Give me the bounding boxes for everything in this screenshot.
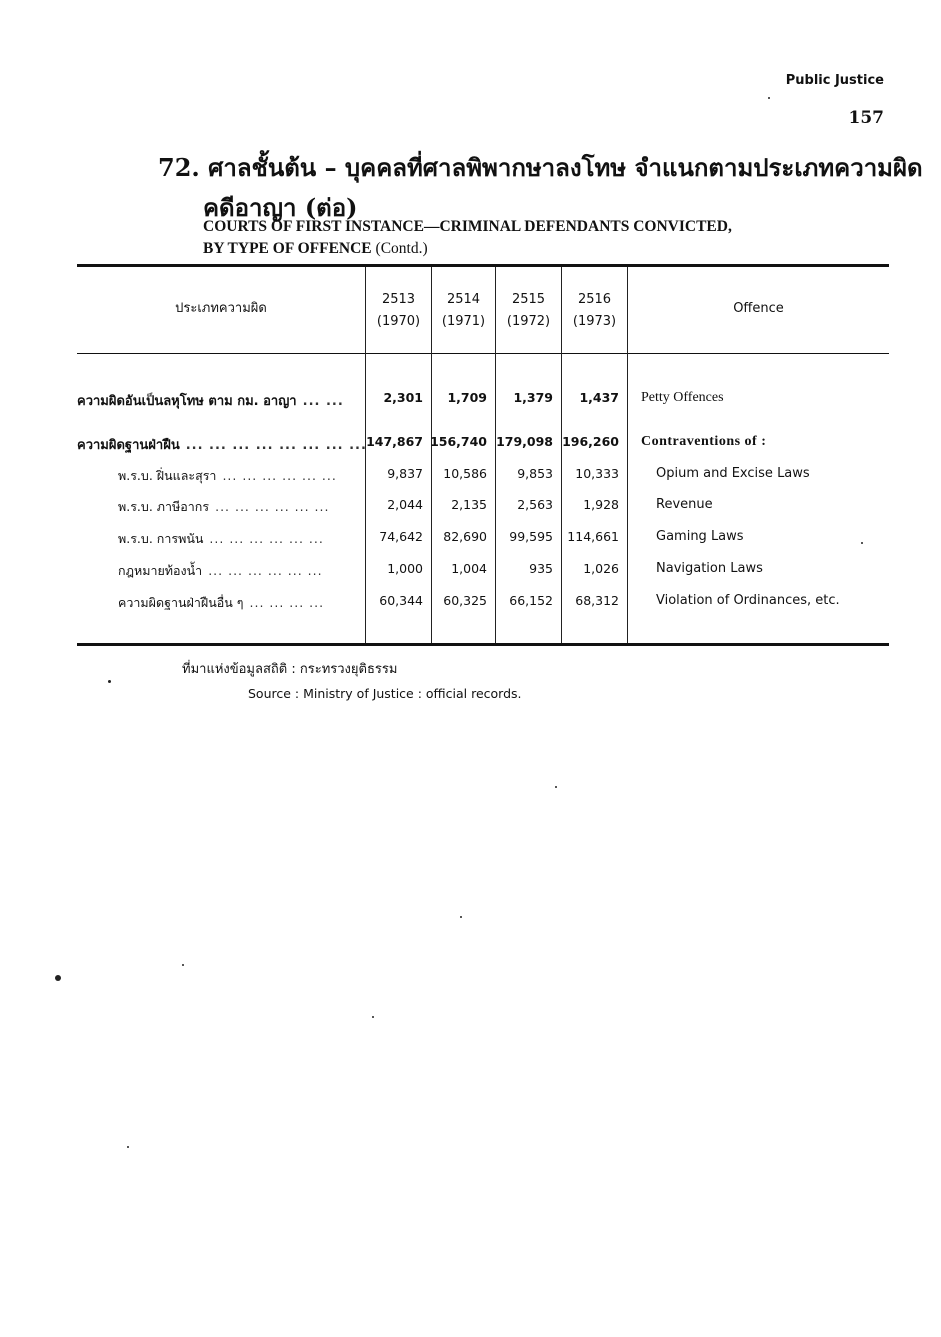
title-english-line2: BY TYPE OF OFFENCE bbox=[203, 240, 372, 257]
cell-value: 74,642 bbox=[379, 529, 423, 544]
cell-value: 1,004 bbox=[451, 561, 487, 576]
cell-value: 2,044 bbox=[387, 497, 423, 512]
row-label-english: Gaming Laws bbox=[656, 529, 744, 544]
header-year-ce: (1971) bbox=[441, 314, 486, 329]
header-year-2516 bbox=[562, 289, 627, 333]
row-label-thai: พ.ร.บ. ฝิ่นและสุรา ... ... ... ... ... ... bbox=[118, 468, 337, 483]
header-year-ce: (1973) bbox=[572, 314, 617, 329]
cell-value: 60,344 bbox=[379, 593, 423, 608]
cell-value: 1,379 bbox=[513, 390, 553, 405]
cell-value: 1,000 bbox=[387, 561, 423, 576]
header-year-2513 bbox=[366, 289, 431, 333]
title-contd-label: (Contd.) bbox=[375, 240, 428, 257]
table-top-rule bbox=[77, 264, 889, 267]
cell-value: 2,301 bbox=[383, 390, 423, 405]
cell-value: 9,837 bbox=[387, 466, 423, 481]
scan-speck bbox=[555, 786, 557, 788]
header-year-2515 bbox=[496, 289, 561, 333]
scan-speck bbox=[182, 964, 184, 966]
row-label-english: Navigation Laws bbox=[656, 561, 763, 576]
header-year-ce: (1970) bbox=[376, 314, 421, 329]
scan-speck bbox=[768, 97, 770, 99]
scan-speck bbox=[861, 542, 863, 544]
row-label-thai: พ.ร.บ. การพนัน ... ... ... ... ... ... bbox=[118, 531, 324, 546]
table-row bbox=[0, 466, 941, 488]
cell-value: 10,333 bbox=[575, 466, 619, 481]
header-year-be: 2515 bbox=[511, 292, 546, 307]
row-label-english: Opium and Excise Laws bbox=[656, 466, 810, 481]
scan-speck bbox=[460, 916, 462, 918]
cell-value: 179,098 bbox=[496, 434, 553, 449]
row-label-thai: ความผิดฐานฝ่าฝืน ... ... ... ... ... ... ... ... bbox=[77, 438, 367, 453]
table-row bbox=[0, 593, 941, 615]
header-year-be: 2514 bbox=[446, 292, 481, 307]
source-note-english: Source : Ministry of Justice : official records. bbox=[248, 686, 522, 701]
row-label-english: Petty Offences bbox=[641, 390, 724, 405]
header-offence-english: Offence bbox=[733, 301, 784, 316]
table-row bbox=[0, 561, 941, 583]
table-title-english: COURTS OF FIRST INSTANCE—CRIMINAL DEFENDANTS CONVICTED, bbox=[203, 218, 732, 235]
cell-value: 2,135 bbox=[451, 497, 487, 512]
scan-speck bbox=[108, 680, 111, 683]
table-header-rule bbox=[77, 353, 889, 354]
table-row bbox=[0, 529, 941, 551]
cell-value: 156,740 bbox=[430, 434, 487, 449]
table-row bbox=[0, 390, 941, 412]
cell-value: 68,312 bbox=[575, 593, 619, 608]
row-label-thai: ความผิดฐานฝ่าฝืนอื่น ๆ ... ... ... ... bbox=[118, 595, 325, 610]
page-number: 157 bbox=[848, 108, 884, 128]
row-label-thai: ความผิดอันเป็นลหุโทษ ตาม กม. อาญา ... ... bbox=[77, 394, 344, 409]
cell-value: 66,152 bbox=[509, 593, 553, 608]
header-year-2514 bbox=[432, 289, 495, 333]
scan-speck bbox=[127, 1146, 129, 1148]
table-title-thai: 72. ศาลชั้นต้น – บุคคลที่ศาลพิพากษาลงโทษ จำแนกตามประเภทความผิด bbox=[158, 153, 923, 182]
cell-value: 1,709 bbox=[447, 390, 487, 405]
header-offence-thai: ประเภทความผิด bbox=[175, 301, 267, 316]
row-label-thai: พ.ร.บ. ภาษีอากร ... ... ... ... ... ... bbox=[118, 499, 330, 514]
scan-speck bbox=[55, 975, 61, 981]
table-row bbox=[0, 497, 941, 519]
table-bottom-rule bbox=[77, 643, 889, 646]
cell-value: 99,595 bbox=[509, 529, 553, 544]
table-title-english-continued bbox=[203, 240, 428, 258]
cell-value: 114,661 bbox=[567, 529, 619, 544]
cell-value: 2,563 bbox=[517, 497, 553, 512]
cell-value: 1,928 bbox=[583, 497, 619, 512]
header-year-be: 2513 bbox=[381, 292, 416, 307]
header-year-ce: (1972) bbox=[506, 314, 551, 329]
source-note-thai: ที่มาแห่งข้อมูลสถิติ : กระทรวงยุติธรรม bbox=[182, 662, 398, 677]
scan-speck bbox=[372, 1016, 374, 1018]
table-row bbox=[0, 434, 941, 456]
cell-value: 82,690 bbox=[443, 529, 487, 544]
cell-value: 9,853 bbox=[517, 466, 553, 481]
row-label-thai: กฎหมายท้องน้ำ ... ... ... ... ... ... bbox=[118, 563, 323, 578]
running-head: Public Justice bbox=[785, 73, 884, 88]
cell-value: 147,867 bbox=[366, 434, 423, 449]
cell-value: 935 bbox=[529, 561, 553, 576]
header-year-be: 2516 bbox=[577, 292, 612, 307]
cell-value: 196,260 bbox=[562, 434, 619, 449]
cell-value: 60,325 bbox=[443, 593, 487, 608]
table-title-thai-continued: คดีอาญา (ต่อ) bbox=[203, 193, 358, 222]
row-label-english: Revenue bbox=[656, 497, 713, 512]
row-label-english: Violation of Ordinances, etc. bbox=[656, 593, 840, 608]
row-label-english: Contraventions of : bbox=[641, 434, 767, 449]
cell-value: 1,437 bbox=[579, 390, 619, 405]
cell-value: 10,586 bbox=[443, 466, 487, 481]
cell-value: 1,026 bbox=[583, 561, 619, 576]
